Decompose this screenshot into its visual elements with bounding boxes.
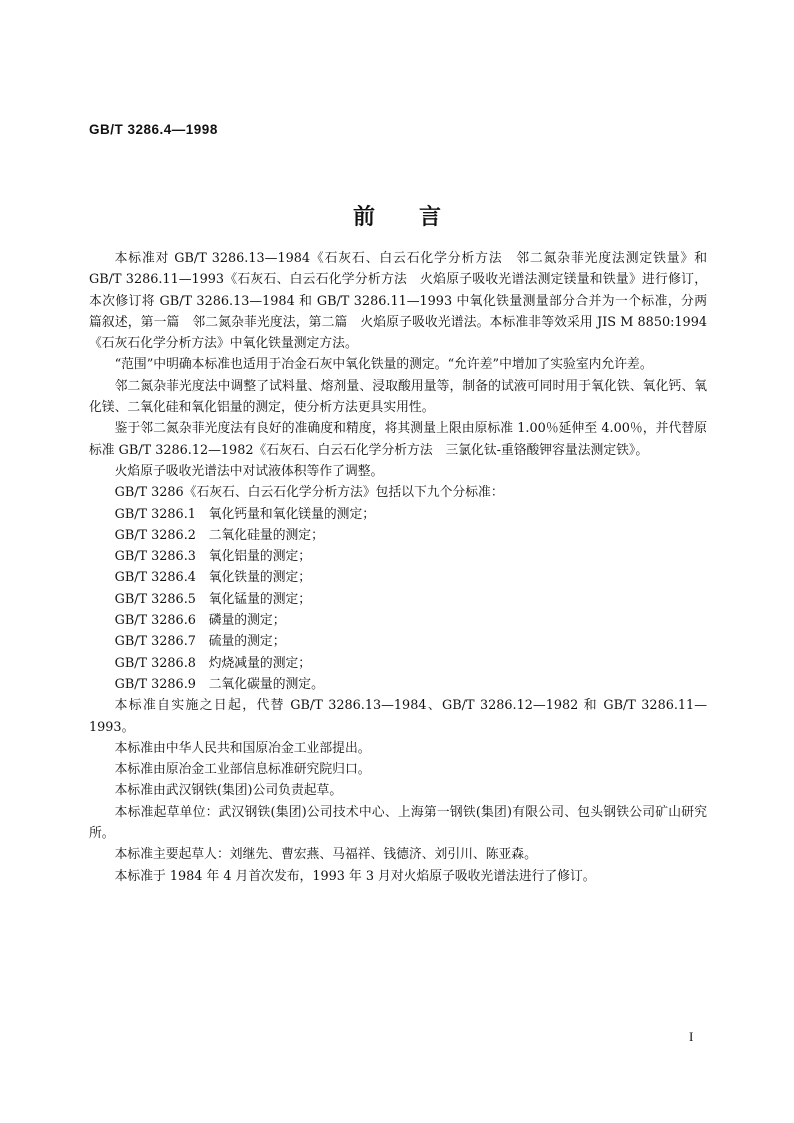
paragraph: 本标准起草单位：武汉钢铁(集团)公司技术中心、上海第一钢铁(集团)有限公司、包头钢铁公司矿山研究所。 (89, 804, 707, 842)
paragraph: 本标准由武汉钢铁(集团)公司负责起草。 (114, 783, 343, 799)
sub-standard-item: GB/T 3286.5 氧化锰量的测定； (114, 591, 312, 607)
sub-standard-item: GB/T 3286.1 氧化钙量和氧化镁量的测定； (114, 506, 376, 522)
paragraph: 本标准由原冶金工业部信息标准研究院归口。 (114, 762, 371, 778)
paragraph: “范围”中明确本标准也适用于冶金石灰中氧化铁量的测定。“允许差”中增加了实验室内允许差。 (114, 357, 653, 373)
sub-standard-item: GB/T 3286.6 磷量的测定； (114, 613, 286, 629)
paragraph: 本标准于 1984 年 4 月首次发布，1993 年 3 月对火焰原子吸收光谱法进行了修订。 (114, 868, 596, 884)
sub-standard-item: GB/T 3286.9 二氧化碳量的测定。 (114, 676, 324, 692)
sub-standard-item: GB/T 3286.4 氧化铁量的测定； (114, 570, 312, 586)
paragraph: 鉴于邻二氮杂菲光度法有良好的准确度和精度，将其测量上限由原标准 1.00％延伸至 4.00％，并代替原标准 GB/T 3286.12—1982《石灰石、白云石化学分析方法 三氯化钛-重铬酸钾容量法测定铁》。 (89, 421, 707, 458)
paragraph: GB/T 3286《石灰石、白云石化学分析方法》包括以下九个分标准： (114, 485, 504, 501)
sub-standard-item: GB/T 3286.8 灼烧减量的测定； (114, 655, 312, 671)
page-number: I (689, 1029, 694, 1044)
paragraph: 本标准由中华人民共和国原冶金工业部提出。 (114, 740, 371, 756)
sub-standard-item: GB/T 3286.2 二氧化硅量的测定； (114, 527, 324, 543)
paragraph: 本标准主要起草人：刘继先、曹宏燕、马福祥、钱德济、刘引川、陈亚森。 (114, 847, 537, 863)
paragraph: 邻二氮杂菲光度法中调整了试料量、熔剂量、浸取酸用量等，制备的试液可同时用于氧化铁、氧化钙、氧化镁、二氧化硅和氧化铝量的测定，使分析方法更具实用性。 (89, 378, 707, 416)
sub-standard-item: GB/T 3286.7 硫量的测定； (114, 634, 286, 650)
foreword-body (89, 248, 707, 887)
standard-code: GB/T 3286.4—1998 (89, 122, 218, 137)
title-char-1: 前 (352, 205, 375, 230)
page-title (0, 200, 794, 231)
sub-standard-item: GB/T 3286.3 氧化铝量的测定； (114, 549, 312, 565)
paragraph: 本标准对 GB/T 3286.13—1984《石灰石、白云石化学分析方法 邻二氮杂菲光度法测定铁量》和 GB/T 3286.11—1993《石灰石、白云石化学分析方法 火焰原子吸收光谱法测定镁量和铁量》进行修订，本次修订将 GB/T 3286.13—1984 和 GB/T 3286.11—1993 中氧化铁量测量部分合并为一个标准，分两篇叙述，第一篇 邻二氮杂菲光度法，第二篇 火焰原子吸收光谱法。本标准非等效采用 JIS M 8850:1994《石灰石化学分析方法》中氧化铁量测定方法。 (89, 251, 707, 352)
title-char-2: 言 (419, 205, 442, 230)
paragraph: 火焰原子吸收光谱法中对试液体积等作了调整。 (114, 463, 384, 479)
paragraph: 本标准自实施之日起，代替 GB/T 3286.13—1984、GB/T 3286.12—1982 和 GB/T 3286.11—1993。 (89, 698, 707, 735)
